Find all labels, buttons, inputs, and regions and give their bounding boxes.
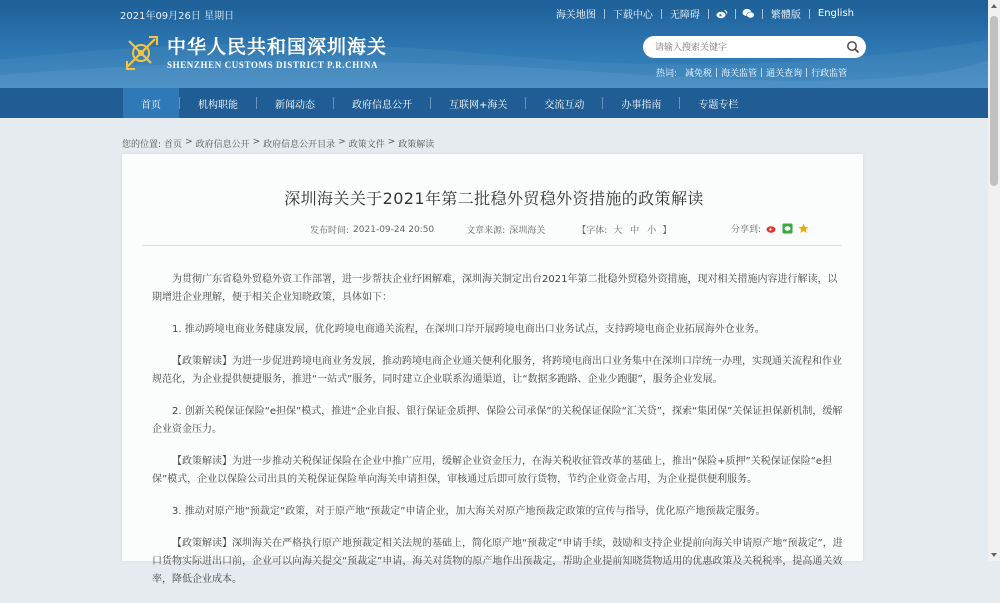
site-logo[interactable] [121, 33, 387, 73]
nav-item-interaction[interactable]: 交流互动 [544, 99, 585, 111]
article-paragraph: 【政策解读】深圳海关在严格执行原产地预裁定相关法规的基础上，简化原产地“预裁定”申请手续，鼓励和支持企业提前向海关申请原产地“预裁定”，进口货物实际进出口前，企业可以向海关提交“预裁定”申请，海关对货物的原产地作出预裁定，帮助企业提前知晓货物适用的优惠政策及关税税率，提高通关效率，降低企业成本。 [152, 538, 843, 585]
breadcrumb-item[interactable]: 政府信息公开目录 [263, 140, 336, 150]
site-title-block [167, 36, 387, 70]
font-size-end: 】 [662, 226, 672, 236]
nav-item-special-topics[interactable]: 专题专栏 [698, 99, 739, 111]
current-date: 2021年09月26日 星期日 [120, 11, 235, 22]
nav-item-gov-info[interactable]: 政府信息公开 [352, 99, 412, 111]
top-links [548, 6, 862, 21]
publish-date-label: 发布时间: [310, 226, 350, 236]
site-title-cn: 中华人民共和国深圳海关 [167, 36, 388, 58]
article-title: 深圳海关关于2021年第二批稳外贸稳外资措施的政策解读 [284, 189, 704, 208]
search-box [643, 36, 866, 58]
article-paragraph: 3. 推动对原产地“预裁定”政策，对于原产地“预裁定”申请企业，加大海关对原产地预裁定政策的宣传与指导，优化原产地预裁定服务。 [172, 506, 766, 517]
hot-word-link[interactable]: 减免税 [685, 69, 713, 79]
divider [735, 9, 736, 19]
link-english[interactable]: English [817, 8, 854, 19]
breadcrumb-item[interactable]: 首页 [164, 140, 183, 150]
link-traditional-chinese[interactable]: 繁體版 [770, 10, 801, 21]
publish-date: 2021-09-24 20:50 [353, 224, 435, 235]
search-input[interactable] [643, 42, 833, 52]
breadcrumb-item[interactable]: 政策解读 [398, 140, 435, 150]
page-scrollbar[interactable] [988, 0, 1000, 561]
customs-emblem-icon [121, 33, 161, 73]
hot-words-label: 热词: [656, 69, 678, 79]
breadcrumb [122, 137, 434, 150]
breadcrumb-label: 您的位置: [122, 140, 162, 150]
weibo-icon[interactable] [715, 8, 729, 20]
breadcrumb-separator: > [185, 137, 193, 147]
link-accessibility[interactable]: 无障碍 [669, 10, 700, 21]
scroll-up-arrow-icon[interactable] [991, 4, 997, 8]
site-title-en: SHENZHEN CUSTOMS DISTRICT P.R.CHINA [167, 60, 379, 70]
font-size-medium-button[interactable]: 中 [630, 226, 640, 236]
breadcrumb-separator: > [387, 137, 396, 147]
nav-item-home[interactable]: 首页 [123, 88, 179, 118]
font-size-small-button[interactable]: 小 [647, 226, 657, 236]
search-icon[interactable] [846, 40, 860, 54]
link-download-center[interactable]: 下载中心 [612, 10, 653, 21]
nav-item-internet-customs[interactable]: 互联网+海关 [449, 99, 508, 111]
nav-item-news[interactable]: 新闻动态 [275, 99, 315, 111]
article-paragraph: 【政策解读】为进一步促进跨境电商业务发展，推动跨境电商企业通关便利化服务，将跨境电商出口业务集中在深圳口岸统一办理，实现通关流程和作业规范化，为企业提供便捷服务，推进“一站式”服务，同时建立企业联系沟通渠道，让“数据多跑路、企业少跑腿”，服务企业发展。 [152, 356, 842, 385]
article-paragraph: 1. 推动跨境电商业务健康发展，优化跨境电商通关流程，在深圳口岸开展跨境电商出口业务试点，支持跨境电商企业拓展海外仓业务。 [172, 324, 765, 335]
source-label: 文章来源: [466, 226, 506, 236]
divider [708, 9, 709, 19]
share-label: 分享到: [731, 225, 762, 235]
breadcrumb-separator: > [338, 137, 346, 147]
nav-item-functions[interactable]: 机构职能 [198, 99, 238, 111]
nav-item-service-guide[interactable]: 办事指南 [621, 99, 662, 111]
font-size-large-button[interactable]: 大 [613, 226, 623, 236]
breadcrumb-separator: > [252, 137, 261, 147]
breadcrumb-item[interactable]: 政府信息公开 [195, 140, 250, 150]
title-divider [142, 245, 842, 246]
article-body [152, 271, 844, 603]
share-bar [731, 222, 809, 235]
favorite-star-icon[interactable] [798, 223, 809, 234]
wechat-icon[interactable] [742, 8, 756, 20]
article-meta [310, 223, 671, 236]
hot-words [652, 66, 851, 79]
scroll-down-arrow-icon[interactable] [991, 553, 997, 557]
hot-word-link[interactable]: 行政监管 [811, 69, 848, 79]
hot-word-link[interactable]: 海关监管 [721, 69, 758, 79]
scrollbar-thumb[interactable] [990, 16, 998, 186]
wechat-share-icon[interactable] [782, 223, 793, 234]
source-value: 深圳海关 [509, 226, 546, 236]
main-nav [0, 88, 988, 118]
breadcrumb-item[interactable]: 政策文件 [348, 140, 385, 150]
article-paragraph: 【政策解读】为进一步推动关税保证保险在企业中推广应用，缓解企业资金压力，在海关税收征管改革的基础上，推出“保险+质押”关税保证保险“e担保”模式，企业以保险公司出具的关税保证保险单向海关申请担保，审核通过后即可放行货物，节约企业资金占用，为企业提供便利服务。 [152, 456, 833, 485]
weibo-share-icon[interactable] [766, 223, 777, 234]
link-site-map[interactable]: 海关地图 [555, 10, 596, 21]
hot-word-link[interactable]: 通关查询 [766, 69, 803, 79]
article-paragraph: 2. 创新关税保证保险“e担保”模式，推进“企业自报、银行保证金质押、保险公司承保”的关税保证保险“汇关贷”，探索“集团保”关保证担保新机制，缓解企业资金压力。 [152, 406, 843, 435]
font-size-label: 【字体: [577, 226, 608, 236]
article-paragraph: 为贯彻广东省稳外贸稳外资工作部署，进一步帮扶企业纾困解难，深圳海关制定出台2021年第二批稳外贸稳外资措施，现对相关措施内容进行解读，以期增进企业理解，便于相关企业知晓政策，具体如下： [152, 274, 838, 303]
